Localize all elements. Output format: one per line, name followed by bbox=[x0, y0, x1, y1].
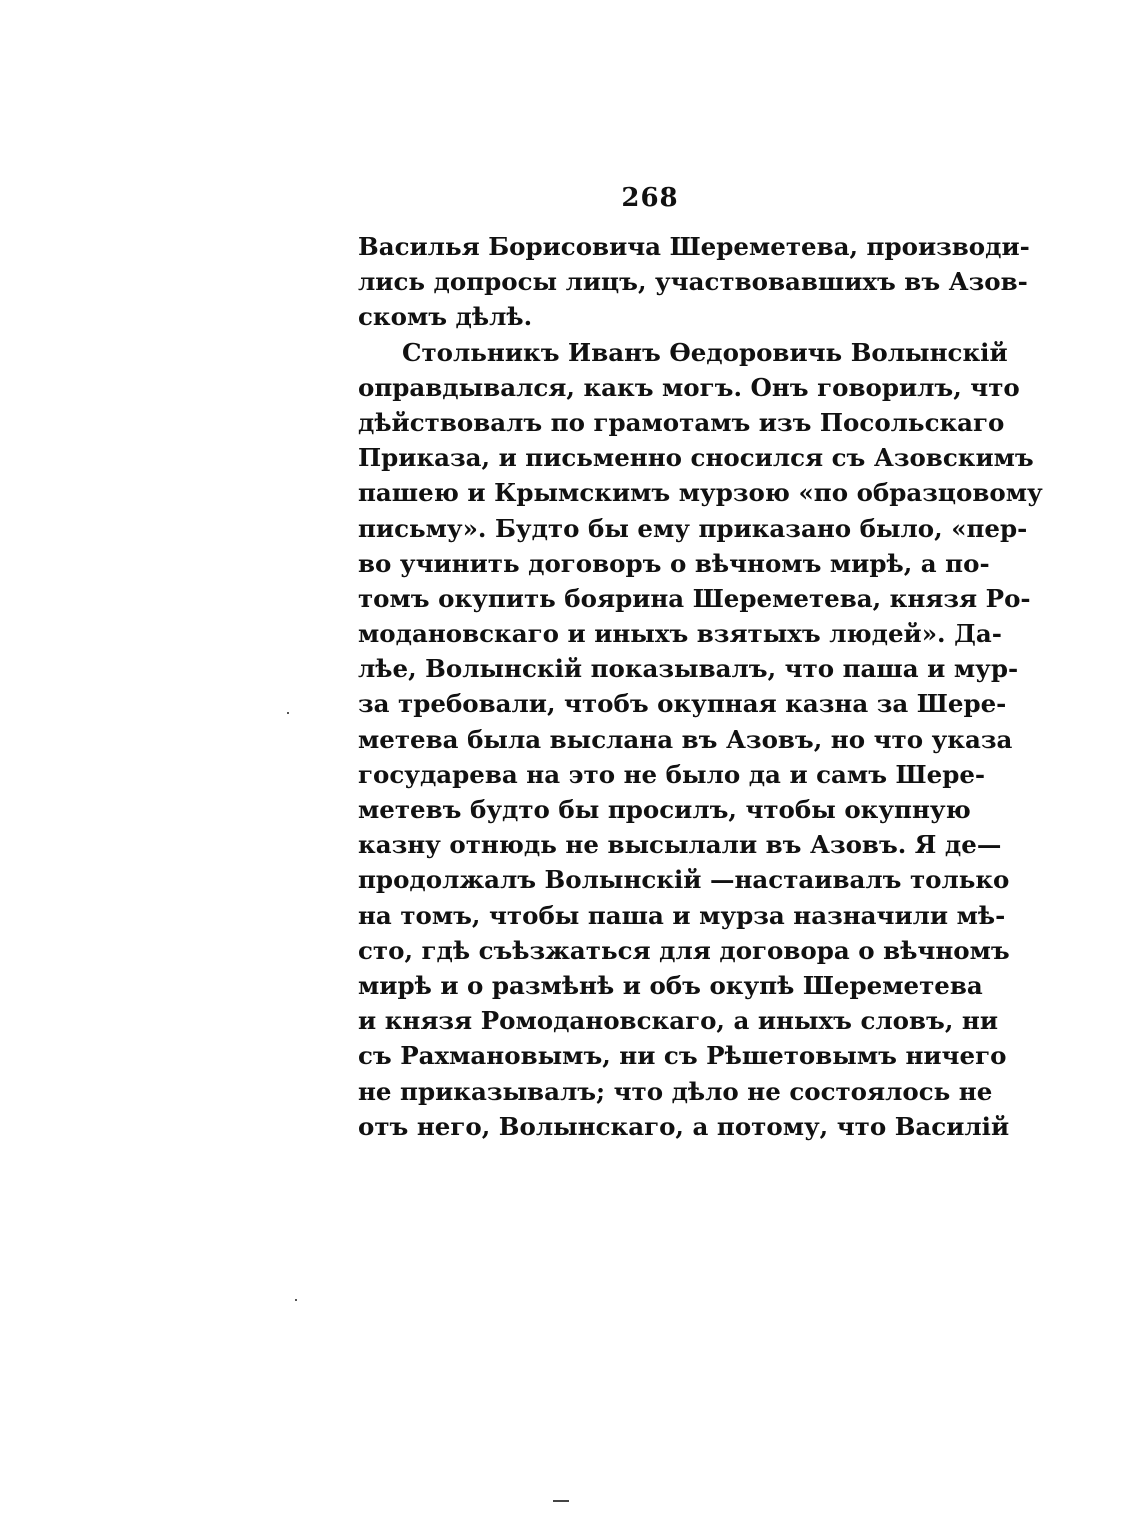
page-number: 268 bbox=[621, 183, 679, 213]
text-line: метева была выслана въ Азовъ, но что указа bbox=[358, 724, 1013, 754]
text-line: оправдывался, какъ могъ. Онъ говорилъ, что bbox=[358, 372, 1020, 402]
text-line: Василья Борисовича Шереметева, производи- bbox=[358, 232, 1030, 261]
text-line: письму». Будто бы ему приказано было, «пер- bbox=[358, 513, 1028, 543]
text-line: томъ окупить боярина Шереметева, князя Ро- bbox=[358, 583, 1031, 613]
body-text bbox=[358, 229, 1043, 1144]
text-line: государева на это не было да и самъ Шере- bbox=[358, 759, 986, 789]
text-line: лись допросы лицъ, участвовавшихъ въ Азов- bbox=[358, 267, 1028, 297]
text-line: продолжалъ Волынскій —настаивалъ только bbox=[358, 865, 1010, 895]
text-line: во учинить договоръ о вѣчномъ мирѣ, а по- bbox=[358, 548, 990, 578]
text-line: на томъ, чтобы паша и мурза назначили мѣ- bbox=[358, 900, 1006, 930]
text-line: съ Рахмановымъ, ни съ Рѣшетовымъ ничего bbox=[358, 1041, 1007, 1071]
scan-speck bbox=[287, 712, 289, 714]
text-line: лѣе, Волынскій показывалъ, что паша и мур- bbox=[358, 654, 1019, 684]
text-line: Стольникъ Иванъ Өедоровичь Волынскій bbox=[402, 337, 1008, 367]
scan-speck bbox=[295, 1299, 297, 1301]
text-line: модановскаго и иныхъ взятыхъ людей». Да- bbox=[358, 619, 1002, 649]
text-line: за требовали, чтобъ окупная казна за Шере- bbox=[358, 689, 1007, 719]
text-line: и князя Ромодановскаго, а иныхъ словъ, ни bbox=[358, 1006, 998, 1036]
text-line: Приказа, и письменно сносился съ Азовскимъ bbox=[358, 443, 1034, 473]
text-line: мирѣ и о размѣнѣ и объ окупѣ Шереметева bbox=[358, 970, 983, 1000]
text-line: метевъ будто бы просилъ, чтобы окупную bbox=[358, 795, 971, 824]
text-line: казну отнюдь не высылали въ Азовъ. Я де— bbox=[358, 830, 1002, 860]
text-line: скомъ дѣлѣ. bbox=[358, 302, 533, 332]
text-line: пашею и Крымскимъ мурзою «по образцовому bbox=[358, 478, 1043, 508]
text-line: сто, гдѣ съѣзжаться для договора о вѣчномъ bbox=[358, 935, 1010, 965]
text-line: дѣйствовалъ по грамотамъ изъ Посольскаго bbox=[358, 407, 1005, 437]
scan-speck bbox=[553, 1500, 569, 1502]
text-line: отъ него, Волынскаго, а потому, что Василій bbox=[358, 1111, 1010, 1141]
text-line: не приказывалъ; что дѣло не состоялось не bbox=[358, 1076, 993, 1106]
